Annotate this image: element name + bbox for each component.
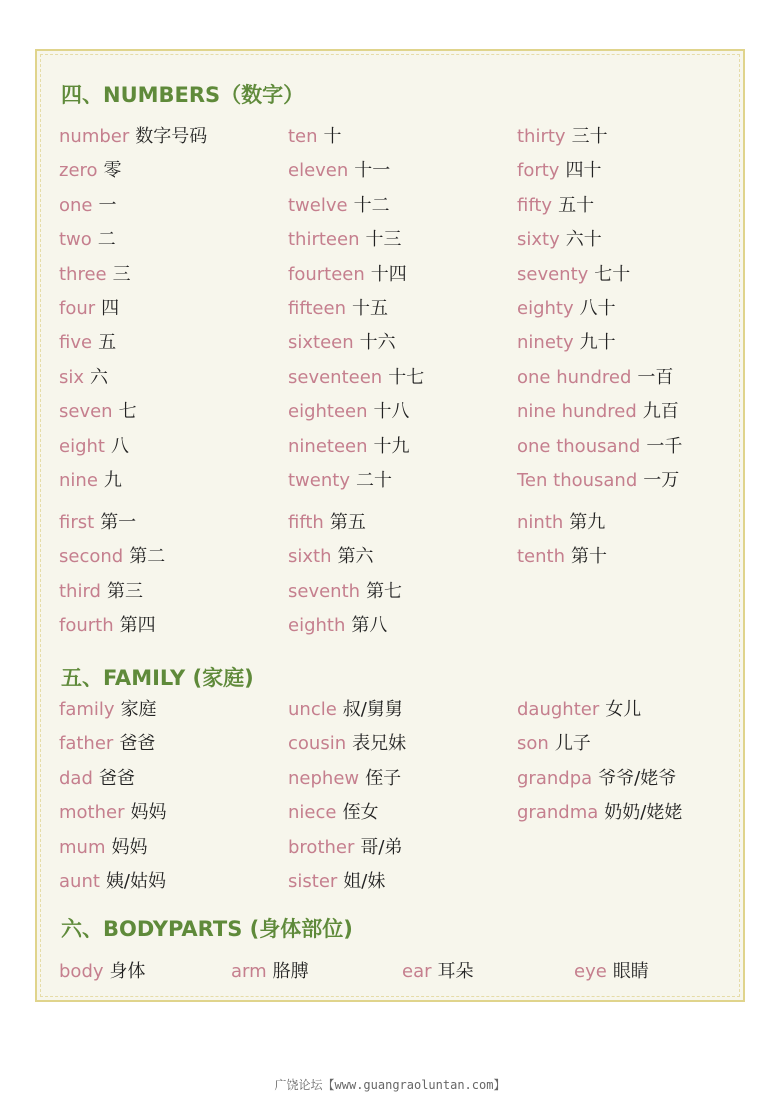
chinese-translation: 十七: [388, 366, 425, 388]
chinese-translation: 姐/妹: [343, 870, 386, 892]
chinese-translation: 十五: [351, 297, 388, 319]
chinese-translation: 爷爷/姥爷: [598, 767, 677, 789]
chinese-translation: 第十: [571, 546, 608, 568]
english-word: son: [517, 733, 549, 755]
vocab-entry: [517, 223, 682, 257]
vocab-entry: [288, 540, 402, 574]
chinese-translation: 爸爸: [98, 767, 135, 789]
vocab-entry: [288, 430, 424, 464]
chinese-translation: 十六: [359, 332, 396, 354]
vocab-entry: [59, 609, 165, 643]
family-column-1: [59, 693, 167, 899]
chinese-translation: 十三: [365, 229, 402, 251]
english-word: four: [59, 297, 96, 319]
bodypart-item: arm 胳膊: [231, 961, 309, 982]
english-word: three: [59, 263, 107, 285]
chinese-translation: 五: [98, 332, 117, 354]
vocab-entry: [59, 796, 167, 830]
ordinals-column-1: [59, 506, 165, 644]
chinese-translation: 四十: [565, 160, 602, 182]
english-word: thirty: [517, 126, 566, 147]
chinese-translation: 第四: [119, 615, 156, 637]
chinese-translation: 侄女: [342, 802, 379, 824]
english-word: one hundred: [517, 366, 632, 388]
chinese-translation: 九十: [579, 332, 616, 354]
chinese-translation: 十八: [373, 401, 410, 423]
chinese-translation: 姨/姑妈: [105, 870, 166, 892]
vocab-entry: [59, 326, 207, 360]
vocab-entry: [59, 361, 207, 395]
chinese-translation: 七十: [594, 263, 631, 285]
vocab-entry: [288, 693, 406, 727]
chinese-translation: 六: [90, 366, 109, 388]
vocab-entry: [517, 154, 682, 188]
vocab-entry: [517, 258, 682, 292]
english-word: zero: [59, 160, 98, 182]
english-word: fifty: [517, 194, 553, 216]
vocab-entry: [59, 258, 207, 292]
english-word: twenty: [288, 469, 350, 491]
english-word: daughter: [517, 699, 600, 720]
english-word: one thousand: [517, 435, 641, 457]
english-word: sixty: [517, 229, 560, 251]
chinese-translation: 第八: [351, 615, 388, 637]
vocab-entry: [288, 326, 424, 360]
english-word: eight: [59, 435, 105, 457]
vocab-entry: [517, 326, 682, 360]
chinese-translation: 一千: [646, 435, 683, 457]
vocab-entry: [288, 120, 424, 154]
english-word: forty: [517, 160, 560, 182]
family-column-3: [517, 693, 682, 831]
vocab-entry: [288, 865, 406, 899]
chinese-translation: 第一: [100, 512, 137, 533]
chinese-translation: 二十: [355, 469, 392, 491]
vocab-entry: [59, 540, 165, 574]
chinese-translation: 妈妈: [111, 836, 148, 858]
english-word: nine hundred: [517, 401, 637, 423]
section-title-family: 五、FAMILY (家庭): [61, 666, 254, 690]
chinese-translation: 爸爸: [119, 733, 156, 755]
vocab-entry: [517, 430, 682, 464]
english-word: thirteen: [288, 229, 360, 251]
vocab-entry: [517, 506, 607, 540]
english-word: sixteen: [288, 332, 354, 354]
numbers-column-3: [517, 120, 682, 498]
chinese-translation: 五十: [558, 194, 595, 216]
vocab-entry: [288, 154, 424, 188]
chinese-translation: 儿子: [554, 733, 591, 755]
english-word: mum: [59, 836, 106, 858]
english-word: eighth: [288, 615, 346, 637]
chinese-translation: 八: [110, 435, 129, 457]
chinese-translation: 家庭: [120, 699, 157, 720]
english-word: fourth: [59, 615, 114, 637]
chinese-translation: 第七: [366, 580, 403, 602]
family-column-2: [288, 693, 406, 899]
chinese-translation: 叔/舅舅: [342, 699, 403, 720]
english-word: brother: [288, 836, 355, 858]
english-word: ninth: [517, 512, 564, 533]
chinese-translation: 表兄妹: [352, 733, 407, 755]
vocab-entry: [288, 609, 402, 643]
chinese-translation: 九: [103, 469, 122, 491]
english-word: seventeen: [288, 366, 383, 388]
vocab-entry: [59, 575, 165, 609]
english-word: twelve: [288, 194, 348, 216]
vocab-entry: [59, 693, 167, 727]
chinese-translation: 三十: [571, 126, 608, 147]
vocab-entry: [517, 395, 682, 429]
english-word: tenth: [517, 546, 566, 568]
chinese-translation: 一百: [637, 366, 674, 388]
chinese-translation: 九百: [642, 401, 679, 423]
section-title-numbers: 四、NUMBERS（数字）: [61, 83, 305, 107]
english-word: fourteen: [288, 263, 365, 285]
english-word: uncle: [288, 699, 337, 720]
vocab-entry: [517, 727, 682, 761]
chinese-translation: 十: [323, 126, 342, 147]
english-word: grandma: [517, 802, 599, 824]
vocab-entry: [517, 762, 682, 796]
vocab-entry: [517, 292, 682, 326]
english-word: eighty: [517, 297, 574, 319]
english-word: sister: [288, 870, 338, 892]
vocab-entry: [59, 395, 207, 429]
ordinals-column-2: [288, 506, 402, 644]
vocab-entry: [288, 727, 406, 761]
english-word: seventy: [517, 263, 589, 285]
vocab-entry: [59, 831, 167, 865]
vocab-entry: [517, 796, 682, 830]
chinese-translation: 三: [112, 263, 131, 285]
chinese-translation: 六十: [565, 229, 602, 251]
english-word: seven: [59, 401, 113, 423]
english-word: second: [59, 546, 124, 568]
vocab-entry: [517, 540, 607, 574]
chinese-translation: 第九: [569, 512, 606, 533]
vocab-entry: [59, 506, 165, 540]
english-word: Ten thousand: [517, 469, 638, 491]
numbers-column-2: [288, 120, 424, 498]
english-word: six: [59, 366, 85, 388]
vocab-entry: [59, 727, 167, 761]
vocab-entry: [288, 796, 406, 830]
vocab-entry: [288, 762, 406, 796]
vocab-entry: [59, 464, 207, 498]
vocab-entry: [517, 189, 682, 223]
chinese-translation: 零: [103, 160, 122, 182]
bodypart-item: ear 耳朵: [402, 961, 474, 982]
vocab-entry: [59, 292, 207, 326]
vocab-entry: [59, 865, 167, 899]
vocab-entry: [288, 831, 406, 865]
english-word: one: [59, 194, 93, 216]
chinese-translation: 十一: [354, 160, 391, 182]
english-word: aunt: [59, 870, 100, 892]
english-word: grandpa: [517, 767, 593, 789]
chinese-translation: 第二: [129, 546, 166, 568]
vocab-entry: [288, 258, 424, 292]
english-word: eighteen: [288, 401, 368, 423]
english-word: fifth: [288, 512, 324, 533]
chinese-translation: 十四: [370, 263, 407, 285]
english-word: father: [59, 733, 114, 755]
vocab-entry: [288, 464, 424, 498]
english-word: seventh: [288, 580, 361, 602]
vocabulary-card: [35, 49, 745, 1002]
section-title-bodyparts: 六、BODYPARTS (身体部位): [61, 917, 353, 941]
vocab-entry: [288, 292, 424, 326]
english-word: five: [59, 332, 93, 354]
vocab-entry: [59, 154, 207, 188]
vocab-entry: [59, 223, 207, 257]
vocab-entry: [288, 223, 424, 257]
english-word: nephew: [288, 767, 360, 789]
chinese-translation: 七: [118, 401, 137, 423]
english-word: dad: [59, 767, 93, 789]
chinese-translation: 十二: [353, 194, 390, 216]
english-word: nineteen: [288, 435, 368, 457]
bodypart-item: body 身体: [59, 961, 146, 982]
vocab-entry: [517, 693, 682, 727]
chinese-translation: 第五: [329, 512, 366, 533]
english-word: ten: [288, 126, 318, 147]
english-word: two: [59, 229, 92, 251]
vocab-entry: [59, 430, 207, 464]
english-word: ninety: [517, 332, 574, 354]
ordinals-column-3: [517, 506, 607, 575]
bodypart-item: eye 眼睛: [574, 961, 649, 982]
vocab-entry: [59, 120, 207, 154]
english-word: eleven: [288, 160, 349, 182]
numbers-column-1: [59, 120, 207, 498]
english-word: cousin: [288, 733, 347, 755]
english-word: number: [59, 126, 130, 147]
english-word: family: [59, 699, 115, 720]
vocab-entry: [517, 464, 682, 498]
vocab-entry: [288, 361, 424, 395]
vocab-entry: [288, 395, 424, 429]
vocab-entry: [288, 575, 402, 609]
vocab-entry: [517, 120, 682, 154]
chinese-translation: 第三: [106, 580, 143, 602]
chinese-translation: 女儿: [605, 699, 642, 720]
vocab-entry: [288, 506, 402, 540]
chinese-translation: 第六: [337, 546, 374, 568]
chinese-translation: 妈妈: [130, 802, 167, 824]
chinese-translation: 十九: [373, 435, 410, 457]
chinese-translation: 哥/弟: [360, 836, 403, 858]
chinese-translation: 二: [97, 229, 116, 251]
vocab-entry: [517, 361, 682, 395]
chinese-translation: 奶奶/姥姥: [604, 802, 683, 824]
chinese-translation: 八十: [579, 297, 616, 319]
english-word: niece: [288, 802, 337, 824]
vocab-entry: [288, 189, 424, 223]
chinese-translation: 一万: [643, 469, 680, 491]
english-word: first: [59, 512, 95, 533]
english-word: nine: [59, 469, 98, 491]
english-word: third: [59, 580, 101, 602]
english-word: fifteen: [288, 297, 346, 319]
chinese-translation: 数字号码: [135, 126, 208, 147]
chinese-translation: 侄子: [365, 767, 402, 789]
vocab-entry: [59, 189, 207, 223]
english-word: mother: [59, 802, 125, 824]
english-word: sixth: [288, 546, 332, 568]
chinese-translation: 四: [101, 297, 120, 319]
footer-watermark: 广饶论坛【www.guangraoluntan.com】: [274, 1078, 506, 1092]
vocab-entry: [59, 762, 167, 796]
chinese-translation: 一: [98, 194, 117, 216]
